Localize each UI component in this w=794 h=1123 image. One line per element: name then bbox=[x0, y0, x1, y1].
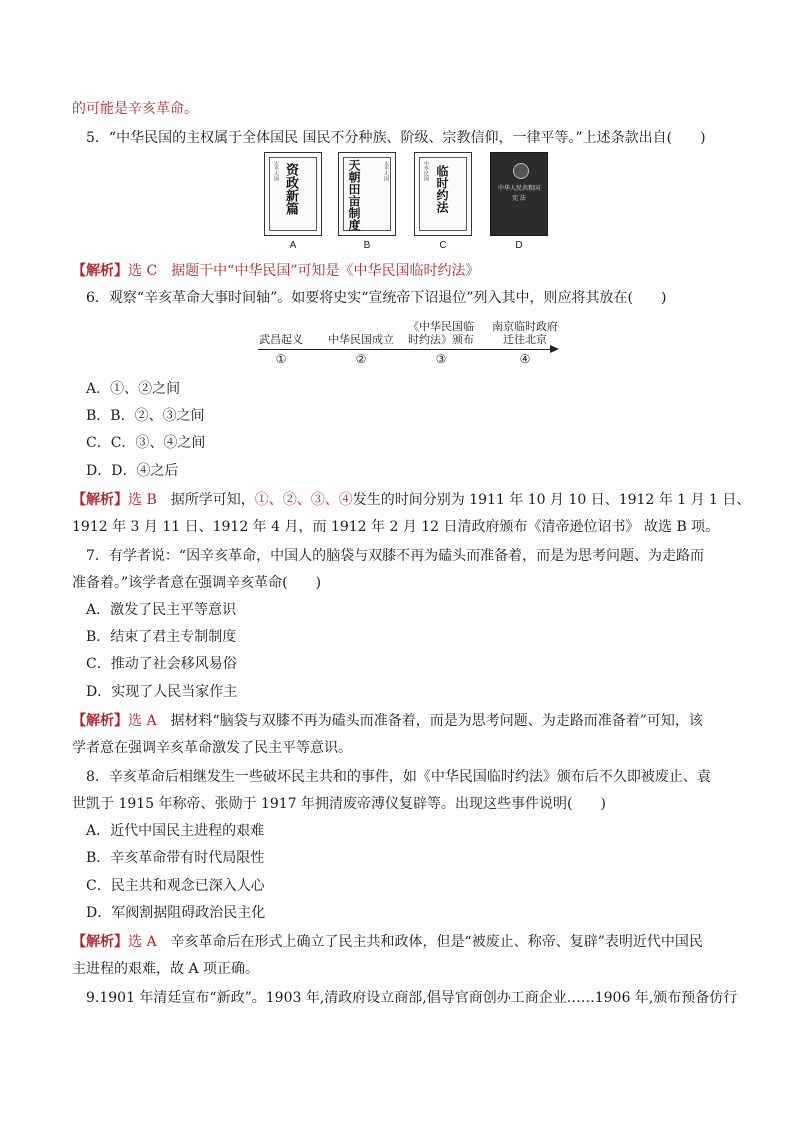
q5-answer: 选 C bbox=[128, 263, 158, 279]
q6-option-a: A．①、②之间 bbox=[86, 381, 181, 397]
timeline-event-2: 中华民国成立 bbox=[328, 334, 394, 346]
q8-option-d: D．军阀割据阻碍政治民主化 bbox=[86, 905, 266, 921]
q7-analysis-line-2: 学者意在强调辛亥革命激发了民主平等意识。 bbox=[72, 740, 352, 756]
q7-option-c: C．推动了社会移风易俗 bbox=[86, 656, 237, 672]
cover-d-title: 中华人民共和国 bbox=[497, 186, 540, 192]
cover-a-title: 资政新篇 bbox=[283, 163, 298, 215]
q7-option-d: D．实现了人民当家作主 bbox=[86, 684, 238, 700]
q8-analysis-tag: 【解析】 bbox=[72, 934, 128, 950]
q7-answer: 选 A bbox=[128, 713, 157, 729]
cover-c-title: 临时约法 bbox=[435, 165, 449, 213]
q7-option-b: B．结束了君主专制制度 bbox=[86, 629, 237, 645]
timeline-number-1: ① bbox=[275, 352, 287, 366]
q6-analysis-tag: 【解析】 bbox=[72, 492, 128, 508]
timeline-arrow-icon bbox=[550, 345, 559, 353]
timeline-number-3: ③ bbox=[435, 352, 447, 366]
q8-analysis-line-1: 【解析】选 A 辛亥革命后在形式上确立了民主共和政体，但是“被废止、称帝、复辟”表明近代中国民 bbox=[72, 934, 703, 950]
q7-stem-line-2: 准备着。”该学者意在强调辛亥革命( ) bbox=[72, 575, 322, 591]
q8-option-c: C．民主共和观念已深入人心 bbox=[86, 878, 265, 894]
cover-c bbox=[414, 152, 472, 236]
q5-analysis-tag: 【解析】 bbox=[72, 263, 128, 279]
cover-d-subtitle: 宪 法 bbox=[512, 196, 526, 202]
cover-b-title: 天朝田亩制度 bbox=[347, 159, 361, 231]
q9-stem-line-1: 9.1901 年清廷宣布“新政”。1903 年,清政府设立商部,倡导官商创办工商企业……1906 年,颁布预备仿行 bbox=[86, 990, 738, 1006]
q6-analysis-line-2: 1912 年 3 月 11 日、1912 年 4 月，而 1912 年 2 月 12 日清政府颁布《清帝逊位诏书》 故选 B 项。 bbox=[72, 519, 720, 535]
q7-stem-line-1: 7．有学者说：“因辛亥革命，中国人的脑袋与双膝不再为磕头而准备着，而是为思考问题、为走路而 bbox=[86, 548, 705, 564]
timeline-event-1: 武昌起义 bbox=[259, 334, 303, 346]
q6-timeline bbox=[258, 318, 562, 372]
q6-option-c: C．C．③、④之间 bbox=[86, 435, 206, 451]
q8-analysis-line-2: 主进程的艰难，故 A 项正确。 bbox=[72, 961, 260, 977]
q5-analysis bbox=[72, 260, 480, 282]
q8-stem-line-1: 8．辛亥革命后相继发生一些破坏民主共和的事件，如《中华民国临时约法》颁布后不久即被废止、袁 bbox=[86, 769, 711, 785]
timeline-axis bbox=[258, 349, 552, 350]
cover-b bbox=[338, 152, 396, 236]
q7-analysis-line-1: 【解析】选 A 据材料“脑袋与双膝不再为磕头而准备着，而是为思考问题、为走路而准备着”可知，该 bbox=[72, 713, 703, 729]
q8-option-b: B．辛亥革命带有时代局限性 bbox=[86, 850, 265, 866]
cover-c-label: C bbox=[439, 240, 447, 251]
q5-stem: 5．“中华民国的主权属于全体国民 国民不分种族、阶级、宗教信仰，一律平等。”上述条款出自( ) bbox=[86, 130, 706, 146]
timeline-event-3: 《中华民国临 时约法》颁布 bbox=[408, 321, 474, 346]
q8-stem-line-2: 世凯于 1915 年称帝、张勋于 1917 年拥清废帝溥仪复辟等。出现这些事件说明( ) bbox=[72, 796, 606, 812]
cover-d-label: D bbox=[515, 240, 523, 251]
q6-option-b: B．B．②、③之间 bbox=[86, 408, 205, 424]
previous-answer-tail: 的可能是辛亥革命。 bbox=[72, 101, 198, 117]
cover-b-note: 太平天国 bbox=[383, 161, 389, 181]
timeline-number-4: ④ bbox=[519, 352, 531, 366]
cover-a-note: 太平天国 bbox=[273, 161, 279, 181]
q8-option-a: A．近代中国民主进程的艰难 bbox=[86, 823, 265, 839]
q8-answer: 选 A bbox=[128, 934, 157, 950]
q6-analysis-line-1: 【解析】选 B 据所学可知，①、②、③、④发生的时间分别为 1911 年 10 月 10 日、1912 年 1 月 1 日、 bbox=[72, 492, 751, 508]
q5-analysis-text: 据题干中“中华民国”可知是《中华民国临时约法》 bbox=[157, 263, 480, 279]
q6-answer: 选 B bbox=[128, 492, 157, 508]
cover-d bbox=[490, 152, 548, 236]
timeline-event-4: 南京临时政府 迁往北京 bbox=[492, 321, 558, 346]
national-emblem-icon bbox=[513, 163, 529, 179]
cover-a-label: A bbox=[289, 240, 297, 251]
cover-a bbox=[264, 152, 322, 236]
q7-analysis-tag: 【解析】 bbox=[72, 713, 128, 729]
cover-c-note: 中华民国 bbox=[423, 161, 429, 181]
cover-b-label: B bbox=[363, 240, 371, 251]
timeline-number-2: ② bbox=[355, 352, 367, 366]
q6-stem: 6．观察“辛亥革命大事时间轴”。如要将史实“宣统帝下诏退位”列入其中，则应将其放在( ) bbox=[86, 290, 667, 306]
q7-option-a: A．激发了民主平等意识 bbox=[86, 602, 237, 618]
q6-option-d: D．D．④之后 bbox=[86, 463, 179, 479]
q5-cover-figure bbox=[262, 152, 552, 252]
